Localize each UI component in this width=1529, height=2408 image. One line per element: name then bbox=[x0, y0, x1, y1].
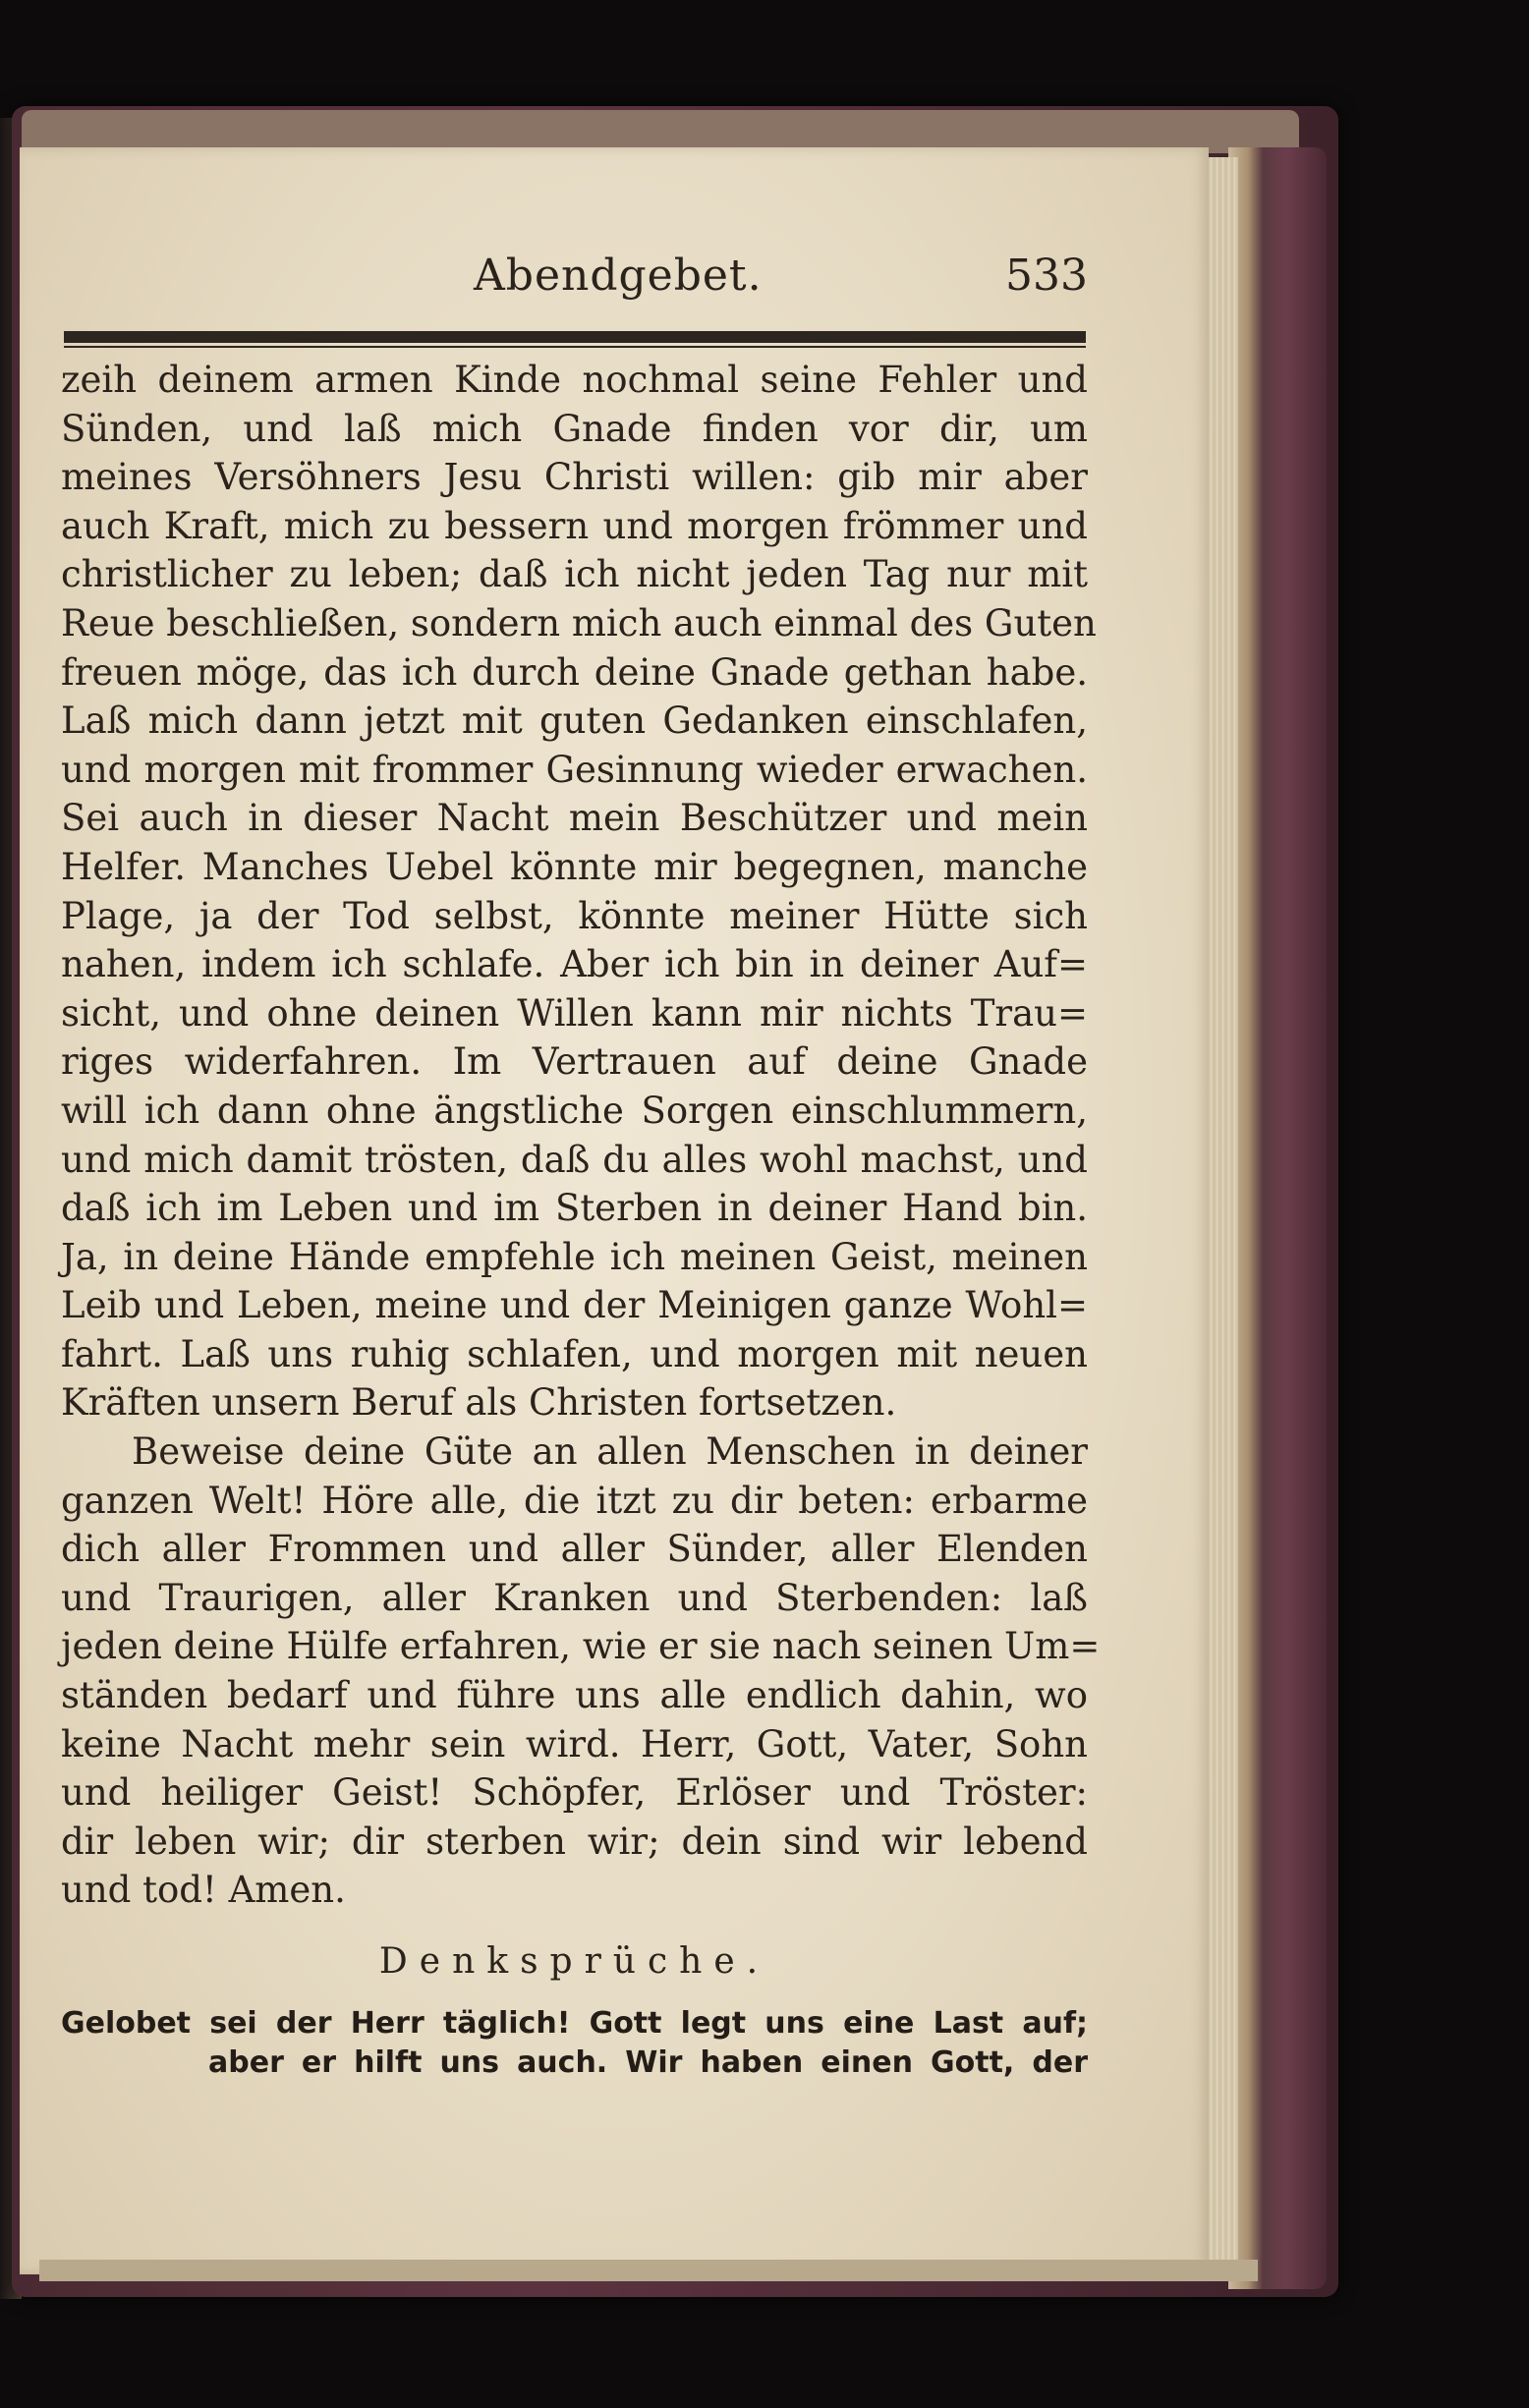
text-line: Sünden, und laß mich Gnade finden vor dir, um bbox=[61, 407, 1088, 450]
text-line: nahen, indem ich schlafe. Aber ich bin in deiner Auf= bbox=[61, 943, 1088, 986]
text-line: Sei auch in dieser Nacht mein Beschützer und mein bbox=[61, 797, 1088, 840]
text-line: Kräften unsern Beruf als Christen fortsetzen. bbox=[61, 1381, 897, 1425]
text-line: dich aller Frommen und aller Sünder, aller Elenden bbox=[61, 1528, 1088, 1571]
text-line: dir leben wir; dir sterben wir; dein sind wir lebend bbox=[61, 1820, 1088, 1863]
text-line: sicht, und ohne deinen Willen kann mir nichts Trau= bbox=[61, 991, 1088, 1035]
text-line: zeih deinem armen Kinde nochmal seine Fehler und bbox=[61, 359, 1088, 401]
text-line: freuen möge, das ich durch deine Gnade gethan habe. bbox=[61, 650, 1088, 694]
page-number: 533 bbox=[1005, 251, 1088, 301]
text-line: will ich dann ohne ängstliche Sorgen einschlummern, bbox=[61, 1089, 1088, 1132]
text-line: ganzen Welt! Höre alle, die itzt zu dir beten: erbarme bbox=[61, 1479, 1088, 1522]
page-header bbox=[61, 251, 1088, 309]
text-line: Leib und Leben, meine und der Meinigen ganze Wohl= bbox=[61, 1284, 1088, 1327]
text-line: riges widerfahren. Im Vertrauen auf deine Gnade bbox=[61, 1040, 1088, 1084]
motto-line: aber er hilft uns auch. Wir haben einen Gott, der bbox=[208, 2045, 1088, 2080]
text-line: und tod! Amen. bbox=[61, 1869, 346, 1912]
text-line: und Traurigen, aller Kranken und Sterbenden: laß bbox=[61, 1576, 1088, 1619]
text-line: Ja, in deine Hände empfehle ich meinen Geist, meinen bbox=[61, 1235, 1088, 1278]
page-bottom-edge bbox=[39, 2260, 1258, 2281]
text-line: jeden deine Hülfe erfahren, wie er sie nach seinen Um= bbox=[61, 1625, 1101, 1668]
text-line: Reue beschließen, sondern mich auch einmal des Guten bbox=[61, 601, 1097, 644]
header-rule bbox=[64, 331, 1086, 343]
header-rule-thin bbox=[64, 346, 1086, 348]
text-line: daß ich im Leben und im Sterben in deiner Hand bin. bbox=[61, 1187, 1088, 1230]
text-line: Beweise deine Güte an allen Menschen in deiner bbox=[132, 1430, 1088, 1474]
body-text bbox=[61, 356, 1101, 1915]
motto-block bbox=[61, 2004, 1088, 2083]
text-line: christlicher zu leben; daß ich nicht jeden Tag nur mit bbox=[61, 553, 1088, 596]
text-line: meines Versöhners Jesu Christi willen: gib mir aber bbox=[61, 456, 1088, 499]
running-title: Abendgebet. bbox=[474, 251, 763, 301]
motto-line: Gelobet sei der Herr täglich! Gott legt uns eine Last auf; bbox=[61, 2006, 1088, 2041]
text-line: und heiliger Geist! Schöpfer, Erlöser und Tröster: bbox=[61, 1771, 1088, 1815]
text-line: Plage, ja der Tod selbst, könnte meiner Hütte sich bbox=[61, 894, 1088, 937]
text-line: Laß mich dann jetzt mit guten Gedanken einschlafen, bbox=[61, 700, 1088, 743]
text-line: ständen bedarf und führe uns alle endlich dahin, wo bbox=[61, 1674, 1088, 1717]
section-heading: Denksprüche. bbox=[378, 1941, 770, 1982]
book-spine bbox=[1228, 147, 1327, 2289]
text-line: und mich damit trösten, daß du alles wohl machst, und bbox=[61, 1138, 1088, 1181]
text-line: auch Kraft, mich zu bessern und morgen frömmer und bbox=[61, 504, 1088, 547]
text-line: Helfer. Manches Uebel könnte mir begegnen, manche bbox=[61, 845, 1088, 888]
text-line: keine Nacht mehr sein wird. Herr, Gott, Vater, Sohn bbox=[61, 1722, 1088, 1765]
text-line: fahrt. Laß uns ruhig schlafen, und morgen mit neuen bbox=[61, 1332, 1088, 1375]
text-line: und morgen mit frommer Gesinnung wieder erwachen. bbox=[61, 748, 1088, 791]
